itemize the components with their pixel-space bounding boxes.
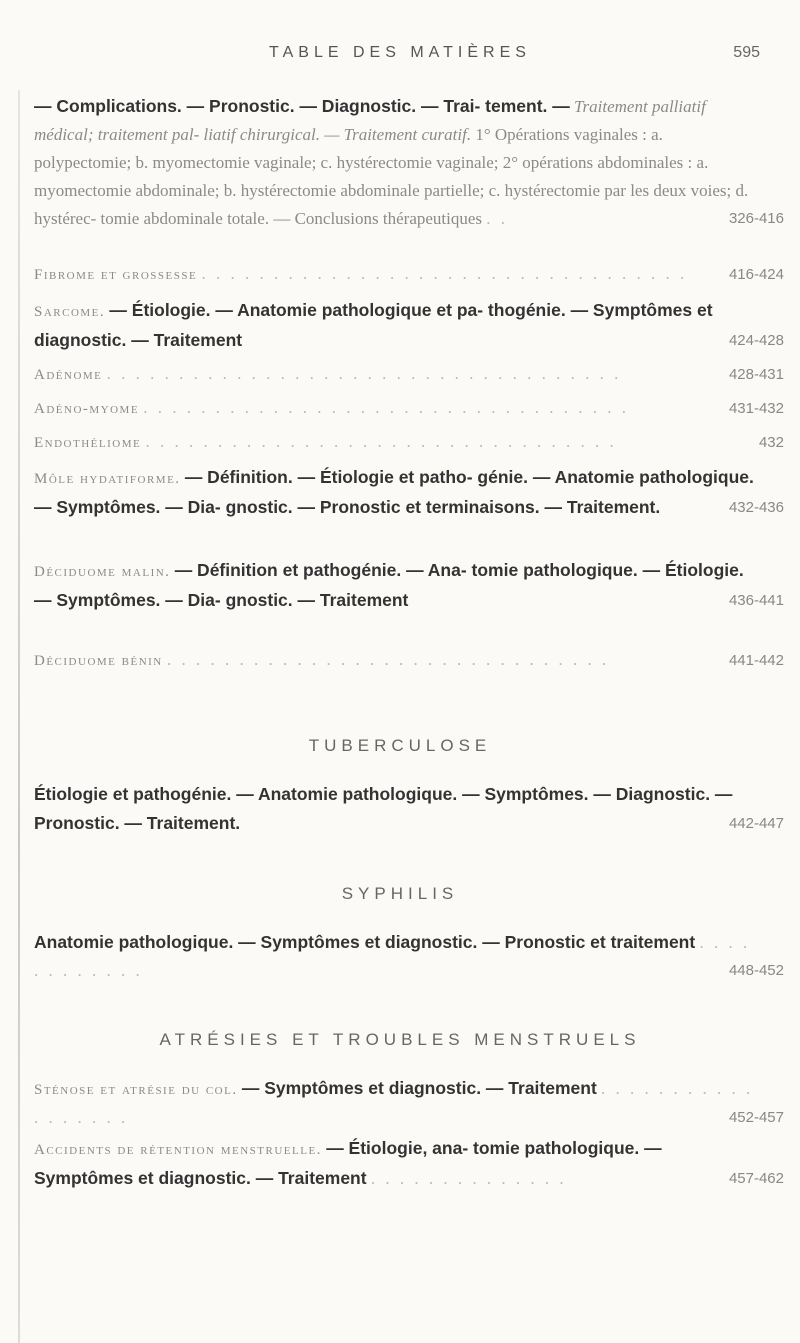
entry-pages: 431-432 bbox=[728, 400, 784, 417]
entry-heading: Adéno-myome bbox=[34, 401, 140, 417]
entry-text: — Étiologie. — Anatomie pathologique et pa- thogénie. — Symptômes et diagnostic. — Traitement bbox=[34, 300, 713, 350]
entry-heading: Sarcome. bbox=[34, 304, 106, 320]
toc-entry-accidents-retention: Accidents de rétention menstruelle. — Étiologie, ana- tomie pathologique. — Symptômes et diagnostic. — Traitement . . . . . . . . . . . . . . 457-462 bbox=[34, 1134, 754, 1193]
entry-text: — Définition et pathogénie. — Ana- tomie pathologique. — Étiologie. — Symptômes. — Dia- gnostic. — Traitement bbox=[34, 560, 744, 610]
entry-pages: 424-428 bbox=[728, 332, 784, 349]
page-edge-rule bbox=[18, 90, 20, 1343]
toc-entry-deciduome-malin bbox=[34, 556, 784, 615]
entry-heading: Adénome bbox=[34, 367, 103, 383]
section-title-tuberculose: TUBERCULOSE bbox=[308, 736, 492, 755]
toc-entry-endotheliome: Endothéliome . . . . . . . . . . . . . . . . . . . . . . . . . . . . . . . . . 432 bbox=[34, 428, 754, 457]
entry-pages: 442-447 bbox=[728, 815, 784, 832]
entry-heading: Accidents de rétention menstruelle. bbox=[34, 1142, 322, 1158]
toc-entry-mole-hydatiforme bbox=[34, 463, 784, 522]
toc-entry-sarcome bbox=[34, 296, 784, 355]
entry-pages: 452-457 bbox=[728, 1109, 784, 1126]
section-title-syphilis: SYPHILIS bbox=[341, 884, 459, 903]
entry-pages: 441-442 bbox=[728, 652, 784, 669]
running-head bbox=[0, 44, 800, 74]
entry-pages: 457-462 bbox=[728, 1170, 784, 1187]
toc-entry-adenome: Adénome . . . . . . . . . . . . . . . . . . . . . . . . . . . . . . . . . . . . 428-431 bbox=[34, 360, 754, 389]
toc-entry-adeno-myome: Adéno-myome . . . . . . . . . . . . . . . . . . . . . . . . . . . . . . . . . . 431-432 bbox=[34, 394, 754, 423]
running-head-title: TABLE DES MATIÈRES bbox=[269, 44, 531, 61]
toc-entry-stenose-atresie: Sténose et atrésie du col. — Symptômes et diagnostic. — Traitement . . . . . . . . . . . . . . . . . . 452-457 bbox=[34, 1074, 754, 1132]
entry-pages: 428-431 bbox=[728, 366, 784, 383]
entry-heading: Endothéliome bbox=[34, 435, 142, 451]
toc-entry-deciduome-benin: Déciduome bénin . . . . . . . . . . . . . . . . . . . . . . . . . . . . . . . 441-442 bbox=[34, 646, 754, 675]
page-number: 595 bbox=[733, 44, 760, 61]
entry-heading: Sténose et atrésie du col. bbox=[34, 1082, 238, 1098]
entry-heading: Déciduome malin. bbox=[34, 564, 171, 580]
entry-text: — Étiologie, ana- tomie pathologique. — Symptômes et diagnostic. — Traitement bbox=[34, 1138, 662, 1188]
entry-lead-text: — Complications. — Pronostic. — Diagnostic. — Trai- tement. — bbox=[34, 96, 570, 116]
entry-detail-text: 1° Opérations vaginales : a. polypectomie; b. myomectomie vaginale; c. hystérectomie vaginale; 2° opérations abdominales : a. myomectomie abdominale; b. hystérectomie abdominale partielle; c. hystérectomie par les deux voies; d. hystérec- tomie abdominale totale. — Conclusions thérapeutiques bbox=[34, 125, 749, 228]
toc-entry-syphilis: Anatomie pathologique. — Symptômes et diagnostic. — Pronostic et traitement . . . . . . . . . . . . 448-452 bbox=[34, 928, 754, 985]
entry-text: — Symptômes et diagnostic. — Traitement bbox=[241, 1078, 597, 1098]
entry-text: Étiologie et pathogénie. — Anatomie pathologique. — Symptômes. — Diagnostic. — Pronostic. — Traitement. bbox=[34, 784, 733, 833]
section-title-atresies: ATRÉSIES ET TROUBLES MENSTRUELS bbox=[159, 1030, 641, 1049]
entry-heading: Déciduome bénin bbox=[34, 653, 163, 669]
entry-text: Anatomie pathologique. — Symptômes et diagnostic. — Pronostic et traitement bbox=[34, 932, 696, 952]
entry-pages: 432-436 bbox=[728, 499, 784, 516]
entry-heading: Môle hydatiforme. bbox=[34, 471, 181, 487]
entry-pages: 436-441 bbox=[728, 592, 784, 609]
entry-pages: 326-416 bbox=[728, 210, 784, 227]
toc-entry-fibrome-grossesse: Fibrome et grossesse . . . . . . . . . . . . . . . . . . . . . . . . . . . . . . . . . . 416-424 bbox=[34, 260, 754, 289]
entry-italic-text: Traitement palliatif médical; traitement pal- liatif chirurgical. — Traitement curatif. bbox=[34, 97, 706, 144]
entry-text: — Définition. — Étiologie et patho- génie. — Anatomie pathologique. — Symptômes. — Dia- gnostic. — Pronostic et terminaisons. — Traitement. bbox=[34, 467, 754, 517]
toc-entry-complications: — Complications. — Pronostic. — Diagnostic. — Trai- tement. — Traitement palliatif médical; traitement pal- liatif chirurgical. — Traitement curatif. 1° Opérations vaginales : a. polypectomie; b. myomectomie vaginale; c. hystérectomie vaginale; 2° opérations abdominales : a. myomectomie abdominale; b. hystérectomie abdominale partielle; c. hystérectomie par les deux voies; d. hystérec- tomie abdominale totale. — Conclusions thérapeutiques . . 326-416 bbox=[34, 92, 754, 233]
entry-pages: 432 bbox=[758, 434, 784, 451]
entry-heading: Fibrome et grossesse bbox=[34, 267, 198, 283]
toc-entry-tuberculose bbox=[34, 780, 784, 838]
entry-pages: 448-452 bbox=[728, 962, 784, 979]
entry-pages: 416-424 bbox=[728, 266, 784, 283]
